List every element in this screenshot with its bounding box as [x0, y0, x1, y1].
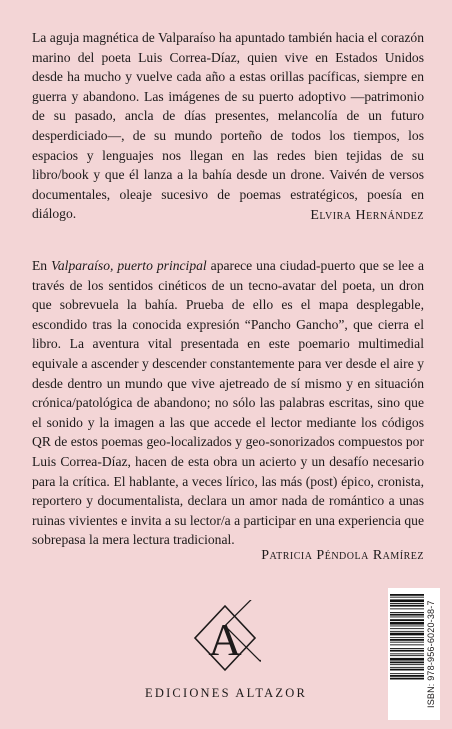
- publisher-logo-letter: A: [208, 614, 242, 665]
- book-title: Valparaíso, puerto principal: [51, 258, 207, 273]
- review-text-lead: En: [32, 258, 52, 273]
- barcode-bars: [390, 592, 424, 716]
- publisher-name: EDICIONES ALTAZOR: [145, 686, 307, 700]
- barcode-bar: [390, 628, 424, 629]
- isbn-barcode: [388, 588, 440, 720]
- review-author-signature: Patricia Péndola Ramírez: [261, 548, 424, 563]
- barcode-bar: [390, 667, 424, 668]
- barcode-bar: [390, 658, 424, 661]
- isbn-number: ISBN: 978-956-6020-38-7: [426, 600, 436, 708]
- barcode-bar: [390, 597, 424, 598]
- barcode-bar: [390, 612, 424, 613]
- barcode-bar: [390, 648, 424, 649]
- barcode-bar: [390, 664, 424, 665]
- barcode-bar: [390, 626, 424, 627]
- barcode-bar: [390, 608, 424, 609]
- barcode-bar: [390, 619, 424, 621]
- review-elvira-hernandez: [32, 28, 424, 224]
- review-patricia-pendola: [32, 256, 424, 550]
- review-author-signature: Elvira Hernández: [310, 208, 424, 223]
- barcode-bar: [390, 644, 424, 645]
- barcode-bar: [390, 594, 424, 596]
- barcode-bar: [390, 642, 424, 643]
- barcode-bar: [390, 603, 424, 604]
- publisher-logo: [189, 600, 261, 676]
- barcode-bar: [390, 655, 424, 656]
- barcode-bar: [390, 633, 424, 636]
- barcode-bar: [390, 614, 424, 616]
- review-text-body: aparece una ciudad-puerto que se lee a través de los sentidos cinéticos de un tecno-avatar del poeta, un dron que sobrevuela la bahía. Prueba de ello es el mapa desplegable, escondido tras la conocida expresión “Pancho Gancho”, que cierra el libro. La aventura vital presentada en este poemario multimedial equivale a ascender y descender constantemente para ver desde el aire y desde dentro un mundo que vive ajetreado de sí mismo y en situación crónica/patológica de abandono; no sólo las palabras escritas, sino que el sonido y la imagen a las que accede el lector mediante los códigos QR de estos poemas geo-localizados y geo-sonorizados compuestos por Luis Correa-Díaz, hacen de esta obra un acierto y un desafío necesario para la crítica. El hablante, a veces lírico, las más (post) épico, cronista, reportero y documentalista, declara un amor nada de romántico a unas ruinas vivientes e invita a su lector/a a participar en una experiencia que sobrepasa la mera lectura tradicional.: [32, 258, 424, 548]
- review-text: La aguja magnética de Valparaíso ha apuntado también hacia el corazón marino del poeta Luis Correa-Díaz, quien vive en Estados Unidos desde ha mucho y vuelve cada año a estas orillas pacíficas, siempre en guerra y abandono. Las imágenes de su puerto adoptivo —patrimonio de su pasado, ancla de días presentes, melancolía de un futuro desperdiciado—, de su mundo porteño de todos los tiempos, los espacios y lenguajes nos llegan en las redes bien tejidas de su libro/book y que él lanza a la bahía desde un drone. Vaivén de versos documentales, oleaje sucesivo de poemas estratégicos, poesía en diálogo.: [32, 30, 424, 222]
- barcode-bar: [390, 662, 424, 664]
- barcode-bar: [390, 653, 424, 654]
- barcode-bar: [390, 605, 424, 607]
- barcode-bar: [390, 637, 424, 638]
- review-text: [32, 256, 424, 550]
- barcode-bar: [390, 673, 424, 674]
- barcode-bar: [390, 617, 424, 618]
- barcode-bar: [390, 650, 424, 652]
- barcode-bar: [390, 639, 424, 641]
- barcode-bar: [390, 631, 424, 632]
- barcode-bar: [390, 669, 424, 671]
- barcode-bar: [390, 622, 424, 625]
- barcode-bar: [390, 678, 424, 680]
- barcode-bar: [390, 675, 424, 677]
- barcode-bar: [390, 599, 424, 602]
